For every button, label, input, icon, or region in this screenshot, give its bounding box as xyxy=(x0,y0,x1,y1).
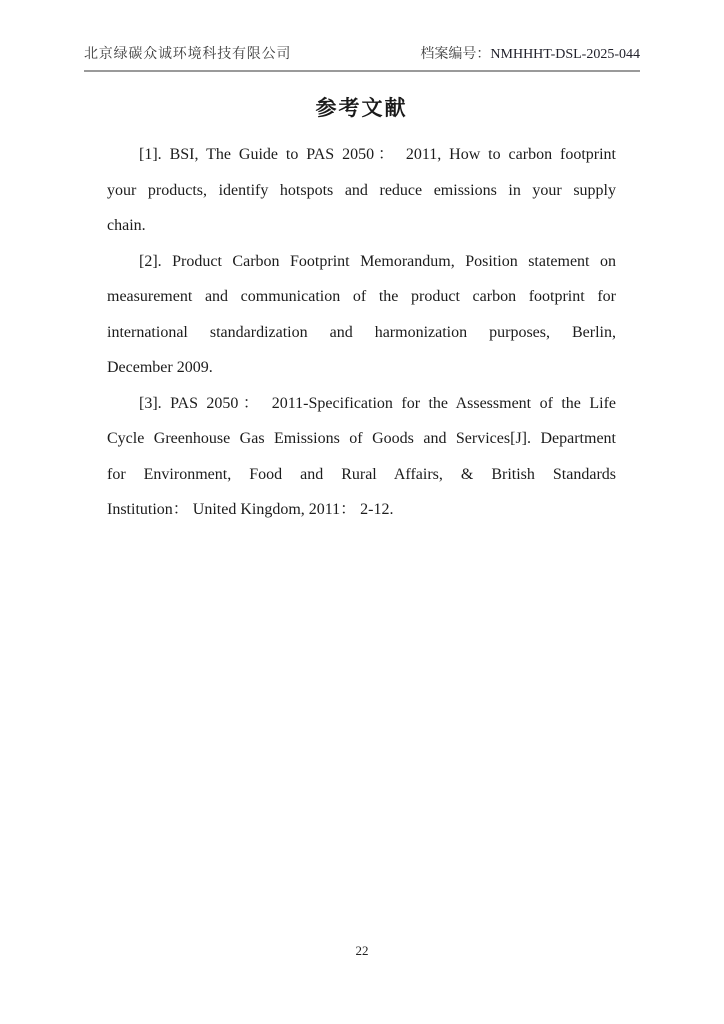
reference-2 xyxy=(107,244,616,386)
document-number-value: NMHHHT-DSL-2025-044 xyxy=(490,47,640,62)
reference-line: your products, identify hotspots and reduce emissions in your supply xyxy=(107,181,616,199)
reference-line: December 2009. xyxy=(107,359,213,376)
page-footer xyxy=(0,942,724,959)
reference-line: international standardization and harmonization purposes, Berlin, xyxy=(107,323,616,341)
document-number xyxy=(420,46,640,64)
references xyxy=(107,137,616,528)
page-title: 参考文献 xyxy=(315,96,408,120)
reference-line: measurement and communication of the product carbon footprint for xyxy=(107,288,616,305)
header-divider xyxy=(84,70,640,72)
reference-line: Institution： United Kingdom, 2011： 2-12. xyxy=(107,501,394,518)
reference-line: [1]. BSI, The Guide to PAS 2050： 2011, How to carbon footprint xyxy=(139,146,616,163)
reference-line: for Environment, Food and Rural Affairs, & British Standards xyxy=(107,465,616,483)
company-name: 北京绿碳众诚环境科技有限公司 xyxy=(84,47,292,62)
reference-line: Cycle Greenhouse Gas Emissions of Goods and Services[J]. Department xyxy=(107,430,616,447)
reference-line: chain. xyxy=(107,217,146,234)
reference-1 xyxy=(107,137,616,244)
page-header xyxy=(84,46,640,64)
document-number-label: 档案编号： xyxy=(420,47,491,62)
page-number: 22 xyxy=(355,943,369,958)
reference-line: [3]. PAS 2050： 2011-Specification for the Assessment of the Life xyxy=(139,394,616,412)
reference-3 xyxy=(107,386,616,528)
reference-line: [2]. Product Carbon Footprint Memorandum, Position statement on xyxy=(139,252,616,270)
